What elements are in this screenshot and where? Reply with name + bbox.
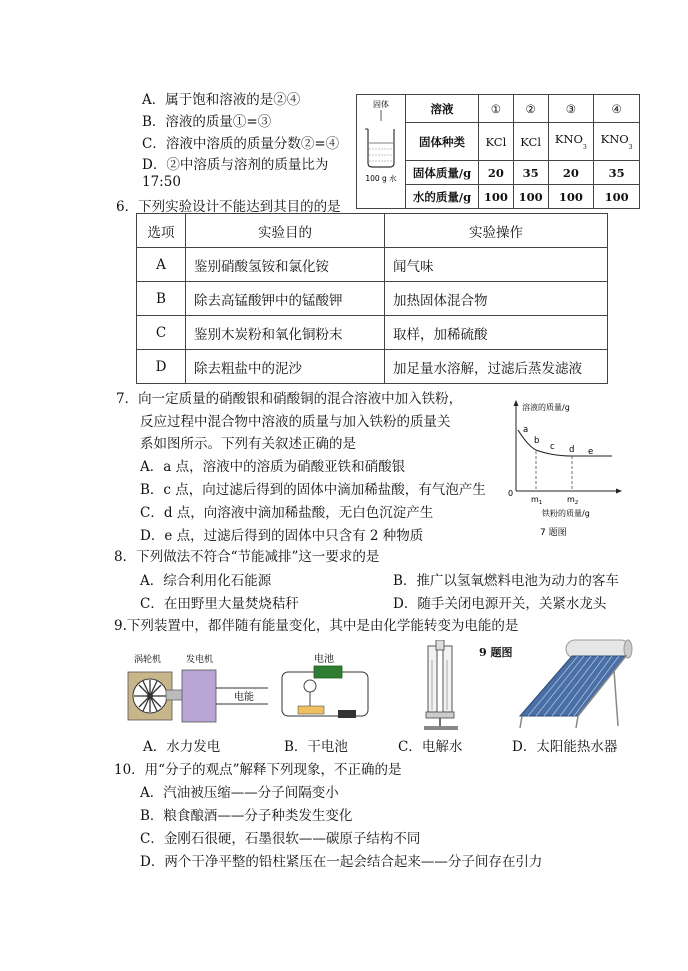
beaker-water-label: 100 g 水 — [365, 174, 397, 183]
beaker-figure — [357, 95, 406, 209]
turbine-label: 涡轮机 — [134, 655, 162, 665]
q10-option-d: D．两个干净平整的铅柱紧压在一起会结合起来——分子间存在引力 — [140, 854, 543, 870]
graph-point-b: b — [534, 436, 540, 446]
q5-option-d-cont: 17:50 — [142, 174, 181, 190]
cell-solid-type-2: KCl — [513, 123, 548, 161]
beaker-label: 固体 — [373, 100, 389, 109]
graph-point-c: c — [550, 442, 555, 452]
q6-question: 6．下列实验设计不能达到其目的的是 — [116, 199, 341, 215]
table-header-2: ② — [513, 95, 548, 123]
cell-solid-mass-1: 20 — [479, 161, 514, 185]
exp-row-operation: 加热固体混合物 — [385, 282, 608, 316]
row-label-solid-mass: 固体质量/g — [406, 161, 479, 185]
experiment-table — [136, 213, 608, 384]
table-header-solution: 溶液 — [406, 95, 479, 123]
battery-icon — [314, 666, 342, 678]
exp-row-purpose: 除去高锰酸钾中的锰酸钾 — [186, 282, 385, 316]
graph-curve — [518, 430, 612, 456]
electric-energy-label: 电能 — [234, 692, 254, 703]
switch-icon — [338, 710, 356, 718]
solar-heater-figure — [514, 634, 634, 734]
q10-option-b: B．粮食酿酒——分子种类发生变化 — [140, 808, 353, 824]
subscript-3: 3 — [583, 144, 587, 151]
q7-line-1: 7．向一定质量的硝酸银和硝酸铜的混合溶液中加入铁粉， — [116, 391, 463, 407]
exp-row-operation: 闻气味 — [385, 248, 608, 282]
cell-water-mass-2: 100 — [513, 185, 548, 209]
solubility-table — [356, 94, 640, 209]
graph-y-label: 溶液的质量/g — [522, 403, 570, 412]
table-header-1: ① — [479, 95, 514, 123]
exp-row-option: D — [137, 350, 186, 384]
graph-caption: 7 题图 — [540, 528, 567, 538]
exp-row-purpose: 鉴别木炭粉和氧化铜粉末 — [186, 316, 385, 350]
q7-option-d: D．e 点，过滤后得到的固体中只含有 2 种物质 — [140, 528, 424, 544]
q7-option-b: B．c 点，向过滤后得到的固体中滴加稀盐酸，有气泡产生 — [140, 482, 486, 498]
cell-water-mass-1: 100 — [479, 185, 514, 209]
cell-solid-type-1: KCl — [479, 123, 514, 161]
graph-point-a: a — [523, 425, 529, 435]
exp-row-operation: 加足量水溶解，过滤后蒸发滤液 — [385, 350, 608, 384]
graph-m2: $m_2$ — [567, 495, 579, 506]
table-header-3: ③ — [548, 95, 594, 123]
q9-option-a: A．水力发电 — [143, 739, 221, 755]
q8-option-d: D．随手关闭电源开关，关紧水龙头 — [393, 596, 607, 612]
q9-figure-caption: 9 题图 — [479, 646, 513, 659]
battery-label: 电池 — [314, 654, 334, 665]
q5-option-c: C．溶液中溶质的质量分数②=④ — [142, 136, 340, 152]
graph-m1: $m_1$ — [531, 495, 543, 506]
q7-line-2: 反应过程中混合物中溶液的质量与加入铁粉的质量关 — [140, 414, 451, 430]
exp-row-purpose: 除去粗盐中的泥沙 — [186, 350, 385, 384]
cell-water-mass-3: 100 — [548, 185, 594, 209]
exp-header-option: 选项 — [137, 214, 186, 248]
q8-option-b: B．推广以氢氧燃料电池为动力的客车 — [393, 573, 619, 589]
q7-option-a: A．a 点，溶液中的溶质为硝酸亚铁和硝酸银 — [140, 459, 406, 475]
beaker-icon — [358, 95, 404, 205]
q7-mass-graph — [500, 396, 630, 542]
q9-question: 9.下列装置中，都伴随有能量变化，其中是由化学能转变为电能的是 — [114, 618, 519, 634]
q9-option-c: C．电解水 — [398, 739, 463, 755]
row-label-water-mass: 水的质量/g — [406, 185, 479, 209]
exp-row-option: C — [137, 316, 186, 350]
q10-question: 10．用“分子的观点”解释下列现象，不正确的是 — [114, 762, 402, 778]
q5-option-d: D．②中溶质与溶剂的质量比为 — [142, 157, 329, 173]
cell-solid-type-3: $KNO_3$ — [548, 123, 594, 161]
electrolysis-figure — [416, 640, 468, 732]
exp-header-purpose: 实验目的 — [186, 214, 385, 248]
subscript-4: 3 — [628, 144, 633, 151]
q8-question: 8．下列做法不符合“节能减排”这一要求的是 — [114, 549, 380, 565]
q9-option-b: B．干电池 — [284, 739, 348, 755]
cell-water-mass-4: 100 — [594, 185, 640, 209]
exp-row-option: B — [137, 282, 186, 316]
row-label-solid-type: 固体种类 — [406, 123, 479, 161]
hydro-generator-figure — [122, 652, 272, 732]
generator-label: 发电机 — [186, 655, 214, 665]
graph-point-d: d — [569, 445, 575, 455]
cell-solid-mass-3: 20 — [548, 161, 594, 185]
q5-option-a: A．属于饱和溶液的是②④ — [142, 92, 301, 108]
exp-row-option: A — [137, 248, 186, 282]
q7-option-c: C．d 点，向溶液中滴加稀盐酸，无白色沉淀产生 — [140, 505, 434, 521]
q7-line-3: 系如图所示。下列有关叙述正确的是 — [140, 436, 356, 452]
q8-option-c: C．在田野里大量焚烧秸秆 — [140, 596, 299, 612]
graph-origin: 0 — [508, 489, 514, 498]
cell-solid-type-4: $KNO_3$ — [594, 123, 640, 161]
table-header-4: ④ — [594, 95, 640, 123]
cell-solid-mass-4: 35 — [594, 161, 640, 185]
exp-row-operation: 取样，加稀硫酸 — [385, 316, 608, 350]
q9-option-d: D．太阳能热水器 — [512, 739, 618, 755]
cell-solid-mass-2: 35 — [513, 161, 548, 185]
graph-point-e: e — [588, 447, 594, 457]
exp-row-purpose: 鉴别硝酸氢铵和氯化铵 — [186, 248, 385, 282]
bulb-icon — [304, 680, 316, 692]
exp-header-operation: 实验操作 — [385, 214, 608, 248]
dry-battery-figure — [276, 650, 376, 732]
q5-option-b: B．溶液的质量①=③ — [142, 114, 272, 130]
q10-option-c: C．金刚石很硬，石墨很软——碳原子结构不同 — [140, 831, 421, 847]
graph-x-label: 铁粉的质量/g — [542, 509, 590, 518]
q10-option-a: A．汽油被压缩——分子间隔变小 — [140, 785, 339, 801]
q8-option-a: A．综合利用化石能源 — [140, 573, 272, 589]
